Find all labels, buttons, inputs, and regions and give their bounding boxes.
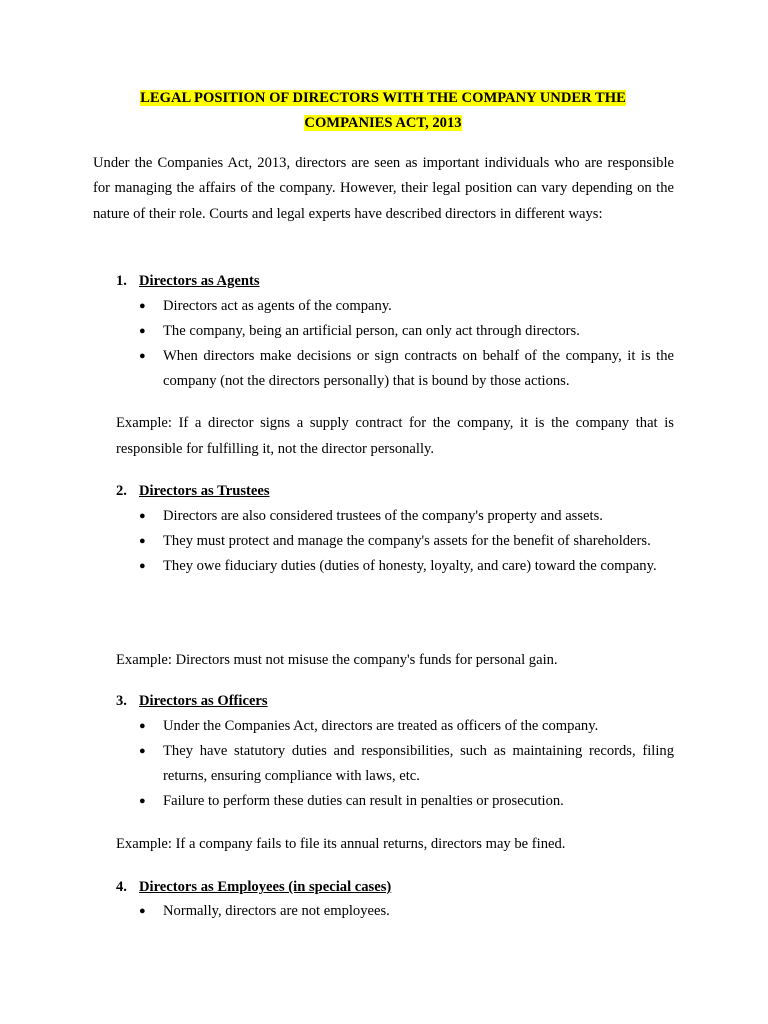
title-line-2: COMPANIES ACT, 2013	[304, 115, 462, 131]
bullet-icon: ●	[139, 745, 146, 757]
bullet-icon: ●	[139, 300, 146, 312]
section-number: 4.	[116, 879, 127, 895]
section-title: Directors as Employees (in special cases)	[139, 879, 392, 895]
bullet-icon: ●	[139, 560, 146, 572]
section-heading-4	[116, 877, 391, 897]
list-item-text: Directors act as agents of the company.	[163, 298, 392, 314]
intro-paragraph: Under the Companies Act, 2013, directors are seen as important individuals who are responsible for managing the affairs of the company. However, their legal position can vary depending on the nature of their role. Courts and legal experts have described directors in different ways:	[93, 155, 674, 222]
bullet-icon: ●	[139, 325, 146, 337]
list-item	[139, 504, 674, 529]
list-item	[139, 529, 674, 554]
list-item-text: They must protect and manage the company's assets for the benefit of shareholders.	[163, 533, 651, 549]
bullet-icon: ●	[139, 535, 146, 547]
list-item-text: When directors make decisions or sign contracts on behalf of the company, it is the company (not the directors personally) that is bound by those actions.	[163, 348, 674, 389]
list-item	[139, 554, 674, 579]
list-item-text: Normally, directors are not employees.	[163, 903, 390, 919]
section-number: 3.	[116, 693, 127, 709]
bullet-icon: ●	[139, 905, 146, 917]
list-item	[139, 294, 674, 319]
list-item-text: The company, being an artificial person, can only act through directors.	[163, 323, 580, 339]
list-item-text: They owe fiduciary duties (duties of honesty, loyalty, and care) toward the company.	[163, 558, 657, 574]
list-item	[139, 789, 674, 814]
list-item	[139, 319, 674, 344]
list-item	[139, 344, 674, 394]
example-paragraph-3: Example: If a company fails to file its annual returns, directors may be fined.	[116, 836, 566, 852]
document-title	[92, 86, 674, 136]
section-title: Directors as Officers	[139, 693, 268, 709]
section-heading-1	[116, 271, 260, 291]
list-item-text: Under the Companies Act, directors are treated as officers of the company.	[163, 718, 599, 734]
bullet-list-3	[139, 714, 674, 814]
bullet-icon: ●	[139, 510, 146, 522]
bullet-list-1	[139, 294, 674, 394]
section-number: 2.	[116, 483, 127, 499]
title-line-1: LEGAL POSITION OF DIRECTORS WITH THE COMPANY UNDER THE	[140, 90, 626, 106]
example-paragraph-2: Example: Directors must not misuse the company's funds for personal gain.	[116, 652, 558, 668]
section-title: Directors as Agents	[139, 273, 260, 289]
bullet-list-2	[139, 504, 674, 579]
bullet-icon: ●	[139, 350, 146, 362]
list-item	[139, 899, 674, 924]
section-heading-3	[116, 691, 268, 711]
bullet-icon: ●	[139, 795, 146, 807]
list-item-text: They have statutory duties and responsibilities, such as maintaining records, filing returns, ensuring compliance with laws, etc.	[163, 743, 674, 784]
section-number: 1.	[116, 273, 127, 289]
example-paragraph-1: Example: If a director signs a supply contract for the company, it is the company that is responsible for fulfilling it, not the director personally.	[116, 415, 674, 457]
list-item-text: Directors are also considered trustees of the company's property and assets.	[163, 508, 603, 524]
list-item	[139, 739, 674, 789]
section-heading-2	[116, 481, 270, 501]
list-item	[139, 714, 674, 739]
bullet-list-4	[139, 899, 674, 924]
section-title: Directors as Trustees	[139, 483, 270, 499]
bullet-icon: ●	[139, 720, 146, 732]
list-item-text: Failure to perform these duties can result in penalties or prosecution.	[163, 793, 564, 809]
